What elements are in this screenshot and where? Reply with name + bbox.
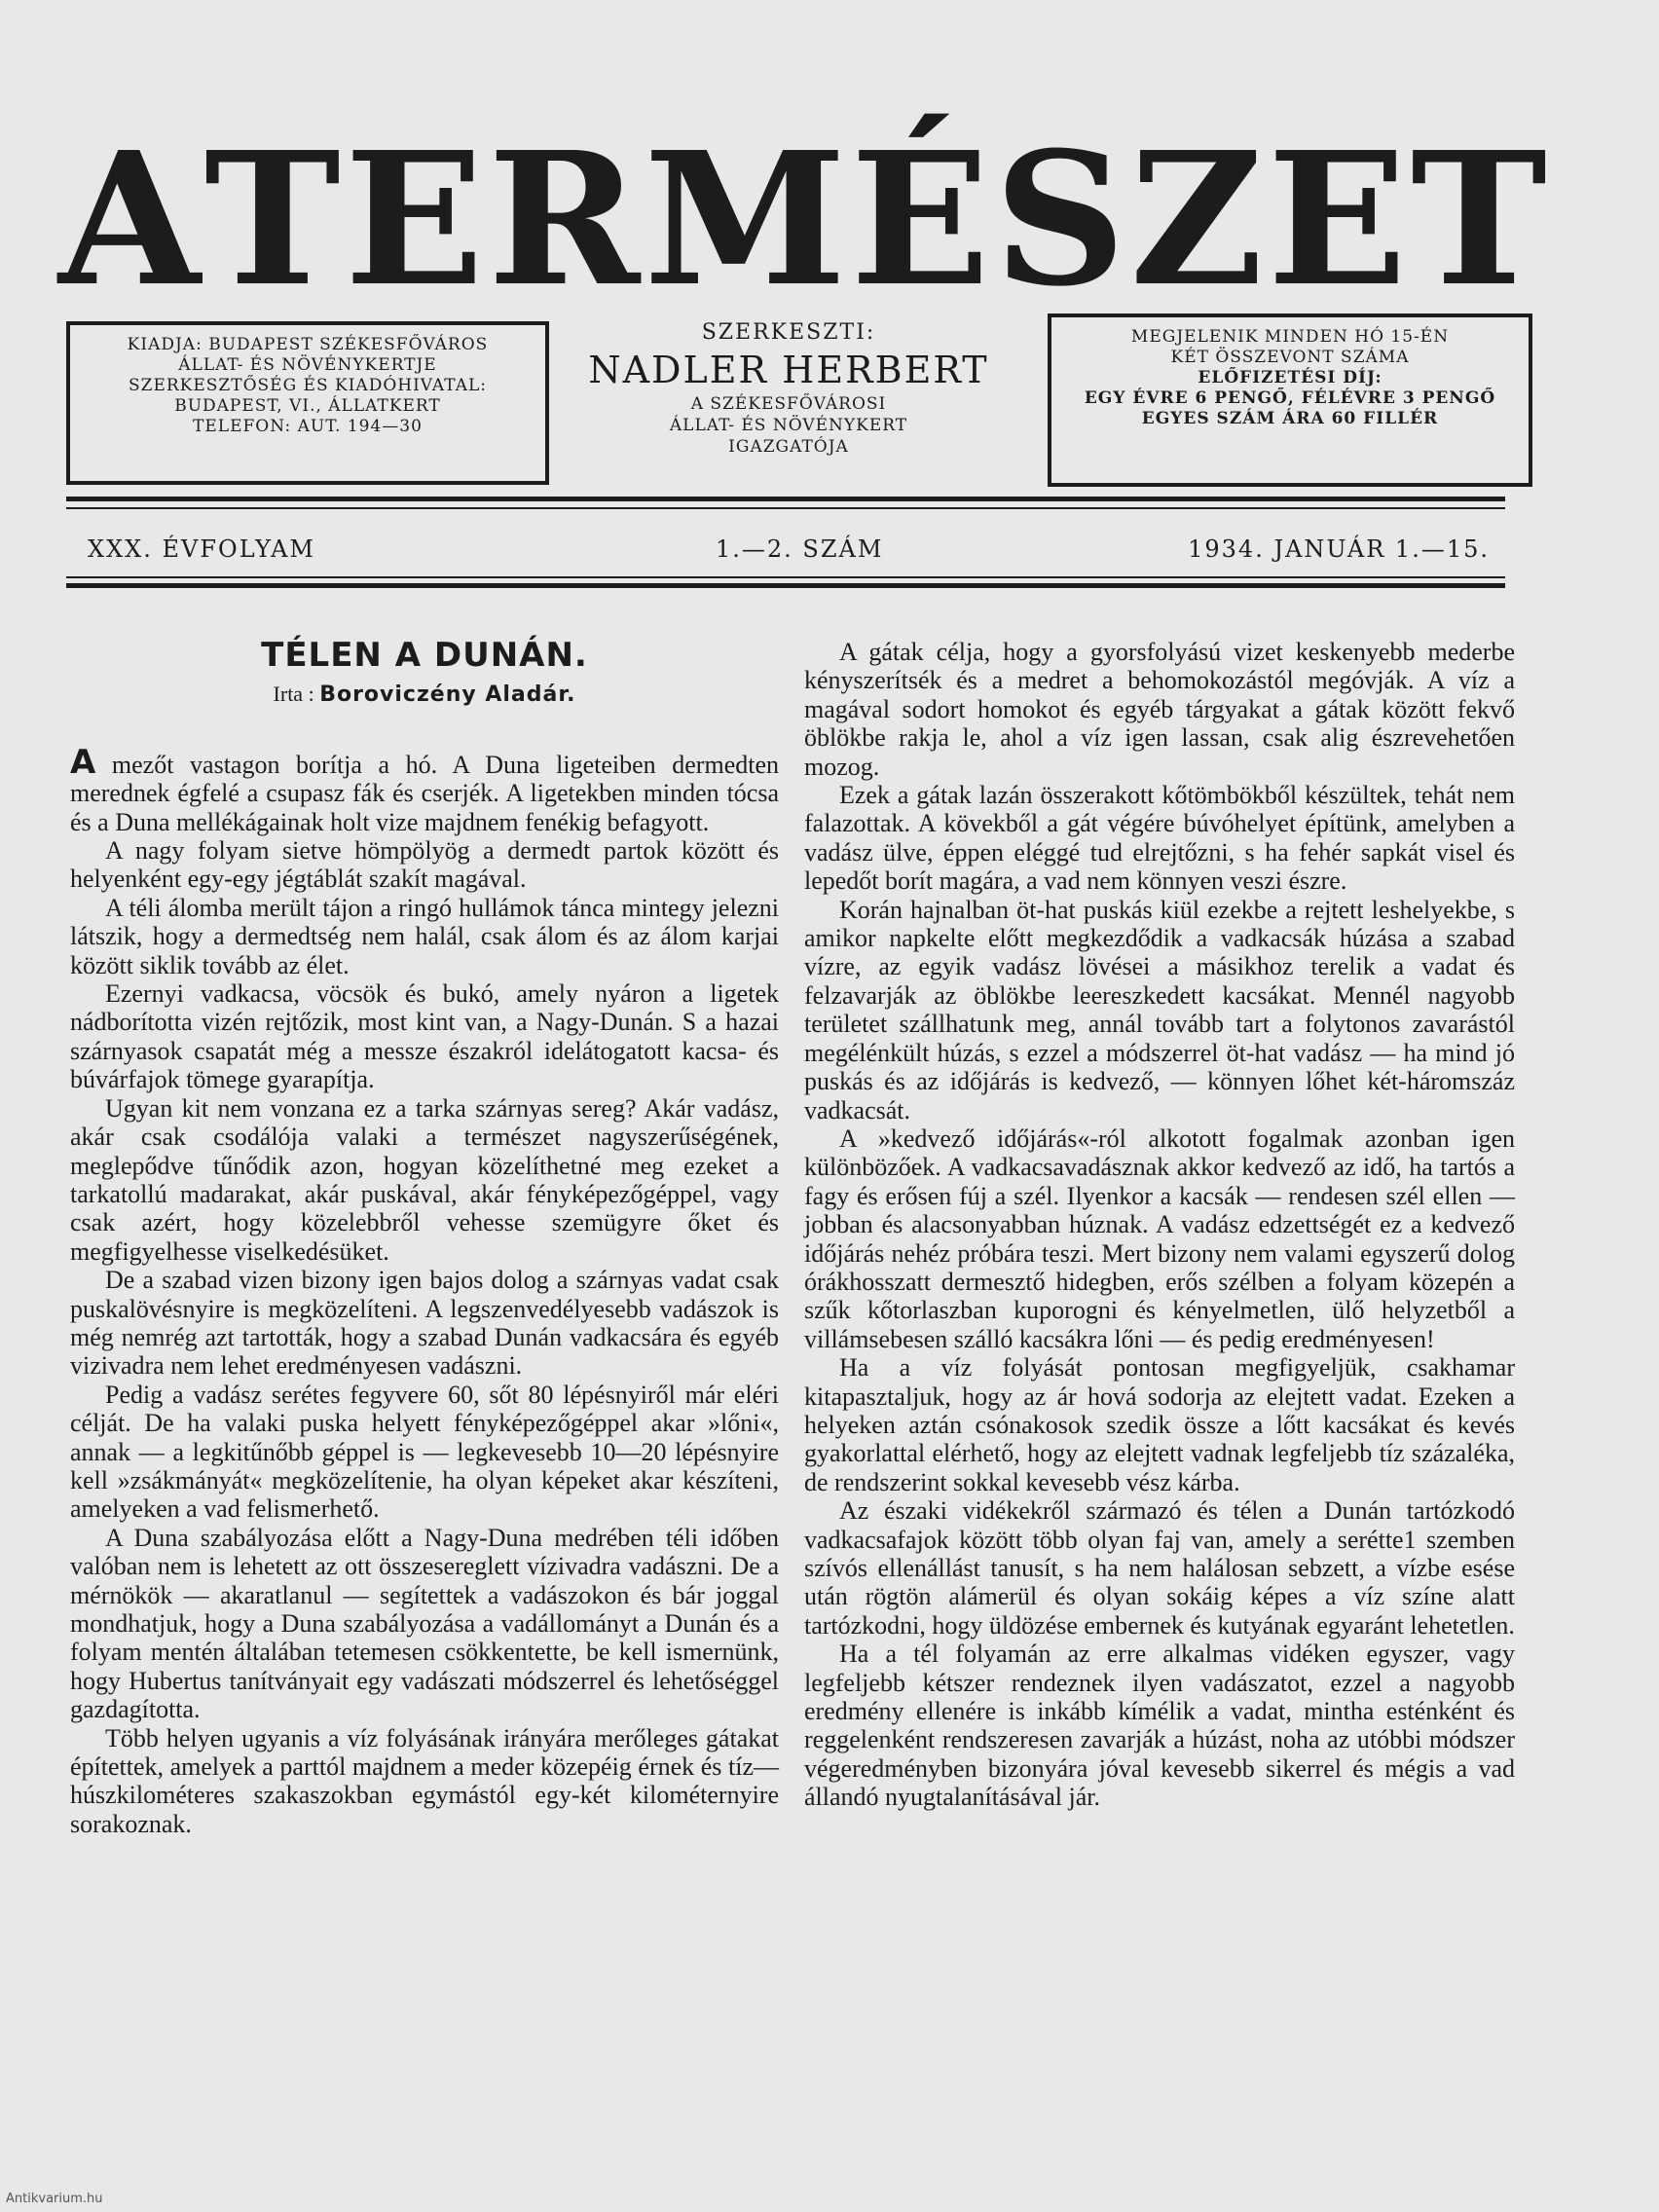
subscription-line: EGYES SZÁM ÁRA 60 FILLÉR [1141, 409, 1439, 428]
issue-number: 1.—2. SZÁM [716, 535, 884, 563]
article-paragraph [70, 742, 779, 836]
divider-rule [66, 507, 1505, 509]
subscription-line: EGY ÉVRE 6 PENGŐ, FÉLÉVRE 3 PENGŐ [1084, 388, 1496, 408]
article-paragraph: Ezernyi vadkacsa, vöcsök és bukó, amely nyáron a ligetek nádborította vizén rejtőzik, most kint van, a Nagy-Dunán. S a hazai szárnyasok csapatát még a messze északról idelátogatott kacsa- és búvárfajok tömege gyarapítja. [70, 979, 779, 1094]
masthead-letter: S [993, 111, 1130, 327]
masthead-letter: T [1411, 111, 1551, 327]
article-title: TÉLEN A DUNÁN. [261, 636, 588, 675]
divider-rule [66, 576, 1505, 578]
editor-label: SZERKESZTI: [701, 320, 876, 345]
masthead-letter: E [1267, 111, 1412, 327]
article-column-right [804, 638, 1515, 1812]
divider-rule [66, 497, 1505, 501]
masthead-letter: E [344, 111, 489, 327]
volume-label: XXX. ÉVFOLYAM [88, 535, 315, 563]
article-paragraph: A Duna szabályozása előtt a Nagy-Duna medrében téli időben valóban nem is lehetett az ott összesereglett vízivadra vadászni. De a mérnökök — akaratlanul — segítettek a vadászokon és bár joggal mondhatjuk, hogy a Duna szabályozása a vadállományt a Dunán és a folyam mentén általában tetemesen csökkentette, be kell ismernünk, hogy Hubertus tanítványait egy vadászati módszerrel és lehetőséggel gazdagította. [70, 1523, 779, 1724]
byline-prefix: Irta : [273, 682, 314, 707]
masthead-letter: Z [1129, 111, 1268, 327]
article-paragraph: Ha a víz folyását pontosan megfigyeljük, csakhamar kitapasztaljuk, hogy az ár hová sodorja az elejtett vadat. Ezeken a helyeken aztán csónakosok szedik össze a lőtt kacsákat és kevés gyakorlattal elérhető, hogy az elejtett vadnak legfeljebb tíz százaléka, de rendszerint sokkal kevesebb vész kárba. [804, 1353, 1515, 1496]
article-paragraph: A gátak célja, hogy a gyorsfolyású vizet keskenyebb mederbe kényszerítsék és a medret a behomokozástól megóvják. A víz a magával sodort homokot és egyéb tárgyakat a gátak között fekvő öblökbe rakja le, ahol a víz igen lassan, csak alig észrevehetően mozog. [804, 638, 1515, 781]
masthead-title [58, 111, 1551, 327]
masthead-letter: T [203, 111, 345, 327]
editor-sub-line: ÁLLAT- ÉS NÖVÉNYKERT [669, 416, 908, 435]
paragraph-text: mezőt vastagon borítja a hó. A Duna ligeteiben dermedten merednek égfelé a csupasz fák és cserjék. A ligetekben minden tócsa és a Duna mellékágainak holt vize majdnem fenékig befagyott. [70, 750, 779, 836]
article-paragraph: Pedig a vadász serétes fegyvere 60, sőt 80 lépésnyiről már eléri célját. De ha valaki puska helyett fényképezőgéppel akar »lőni«, annak — a legkitűnőbb géppel is — legkevesebb 10—20 lépésnyire kell »zsákmányát« megközelítenie, ha olyan képeket akar készíteni, amelyeken a vad felismerhető. [70, 1380, 779, 1524]
masthead-letter: M [644, 111, 851, 327]
divider-rule [66, 583, 1505, 588]
subscription-info-box [1048, 313, 1532, 487]
watermark-label: Antikvarium.hu [6, 2192, 103, 2206]
masthead-letter: A [58, 111, 204, 327]
article-paragraph: Ha a tél folyamán az erre alkalmas vidéken egyszer, vagy legfeljebb kétszer rendeznek ilyen vadászatot, ezzel a nagyobb eredmény ellenére is inkább kímélik a vadat, mintha esténként és reggelenként rendszeresen zavarják a húzást, noha az utóbbi módszer végeredményben bizonyára jóval kevesebb sikerrel és mégis a vad állandó nyugtalanításával jár. [804, 1640, 1515, 1812]
article-paragraph: Az északi vidékekről származó és télen a Dunán tartózkodó vadkacsafajok között több olyan faj van, amely a serétte1 szemben szívós ellenállást tanusít, s ha nem halálosan sebzett, a vízbe esése után rögtön alámerül és olyan sokáig képes a víz színe alatt tartózkodni, hogy üldözése embernek és kutyának egyaránt lehetetlen. [804, 1496, 1515, 1640]
editor-sub-line: A SZÉKESFŐVÁROSI [690, 394, 887, 414]
article-author: Boroviczény Aladár. [319, 682, 576, 708]
issue-date: 1934. JANUÁR 1.—15. [1188, 535, 1490, 563]
article-paragraph: Több helyen ugyanis a víz folyásának irányára merőleges gátakat építettek, amelyek a parttól majdnem a meder közepéig érnek és tíz—húszkilométeres szakaszokban egymástól egy-két kilométernyire sorakoznak. [70, 1723, 779, 1838]
publisher-info-box [66, 321, 549, 485]
publisher-line: TELEFON: AUT. 194—30 [193, 417, 423, 436]
article-column-left [70, 638, 779, 1838]
article-paragraph: Ezek a gátak lazán összerakott kőtömbökből készültek, tehát nem falazottak. A kövekből a gát végére búvóhelyet építünk, amelyben a vadász ülve, éppen eléggé tud elrejtőzni, s ha fehér sapkát visel és lepedőt borít magára, a vad nem könnyen veszi észre. [804, 781, 1515, 896]
article-byline [70, 680, 779, 709]
article-paragraph: Korán hajnalban öt-hat puskás kiül ezekbe a rejtett leshelyekbe, s amikor napkelte előtt megkezdődik a vadkacsák húzása a szabad vízre, az egyik vadász lövései a másikhoz terelik a vadat és felzavarják az öblökbe leereszkedett kacsákat. Mennél nagyobb területet szállhatunk meg, annál tovább tart a folytonos zavarástól megélénkült húzás, s ezzel a módszerrel öt-hat vadász — ha mind jó puskás és az időjárás is kedvező, — könnyen lőhet két-háromszáz vadkacsát. [804, 895, 1515, 1124]
drop-cap: A [70, 742, 96, 782]
article-paragraph: De a szabad vizen bizony igen bajos dolog a szárnyas vadat csak puskalövésnyire is megközelíteni. A legszenvedélyesebb vadászok is még nemrég azt tartották, hogy a szabad Dunán vadkacsára és egyéb vizivadra nem lehet eredményesen vadászni. [70, 1266, 779, 1381]
publisher-line: ÁLLAT- ÉS NÖVÉNYKERTJE [178, 355, 437, 375]
editor-sub-line: IGAZGATÓJA [728, 437, 849, 457]
subscription-line: MEGJELENIK MINDEN HÓ 15-ÉN [1130, 327, 1450, 347]
issue-info-bar [88, 530, 1490, 569]
publisher-line: BUDAPEST, VI., ÁLLATKERT [174, 396, 441, 416]
publisher-line: SZERKESZTŐSÉG ÉS KIADÓHIVATAL: [129, 376, 487, 395]
article-paragraph: Ugyan kit nem vonzana ez a tarka szárnyas sereg? Akár vadász, akár csak csodálója valaki a természet nagyszerűségének, meglepődve tűnődik azon, hogyan közelíthetné meg ezeket a tarkatollú madarakat, akár puskával, akár fényképezőgéppel, vagy csak azért, hogy közelebbről vehesse szemügyre őket és megfigyelhesse viselkedésüket. [70, 1093, 779, 1266]
article-paragraph: A nagy folyam sietve hömpölyög a dermedt partok között és helyenként egy-egy jégtáblát szakít magával. [70, 836, 779, 894]
publisher-line: KIADJA: BUDAPEST SZÉKESFŐVÁROS [127, 335, 489, 354]
masthead-letter: R [488, 111, 645, 327]
article-paragraph: A téli álomba merült tájon a ringó hullámok tánca mintegy jelezni látszik, hogy a dermedtség nem halál, csak álom és az álom karjai között siklik tovább az élet. [70, 893, 779, 979]
editor-name: NADLER HERBERT [588, 349, 989, 391]
subscription-line: ELŐFIZETÉSI DÍJ: [1198, 368, 1382, 387]
article-paragraph: A »kedvező időjárás«-ról alkotott fogalmak azonban igen különbözőek. A vadkacsavadásznak akkor kedvező az idő, ha tartós a fagy és erősen fúj a szél. Ilyenkor a kacsák — rendesen szél ellen — jobban és alacsonyabban húznak. A vadász edzettségét ez a kedvező időjárás nehéz próbára teszi. Mert bizony nem valami egyszerű dolog órákhosszatt dermesztő hidegben, erős szélben a folyam közepén a szűk kőtorlaszban kuporogni és kényelmetlen, ülő helyzetből a villámsebesen szálló kacsákra lőni — és pedig eredményesen! [804, 1124, 1515, 1353]
editor-block [545, 319, 1032, 458]
masthead-letter: É [850, 111, 994, 327]
subscription-line: KÉT ÖSSZEVONT SZÁMA [1170, 348, 1410, 367]
